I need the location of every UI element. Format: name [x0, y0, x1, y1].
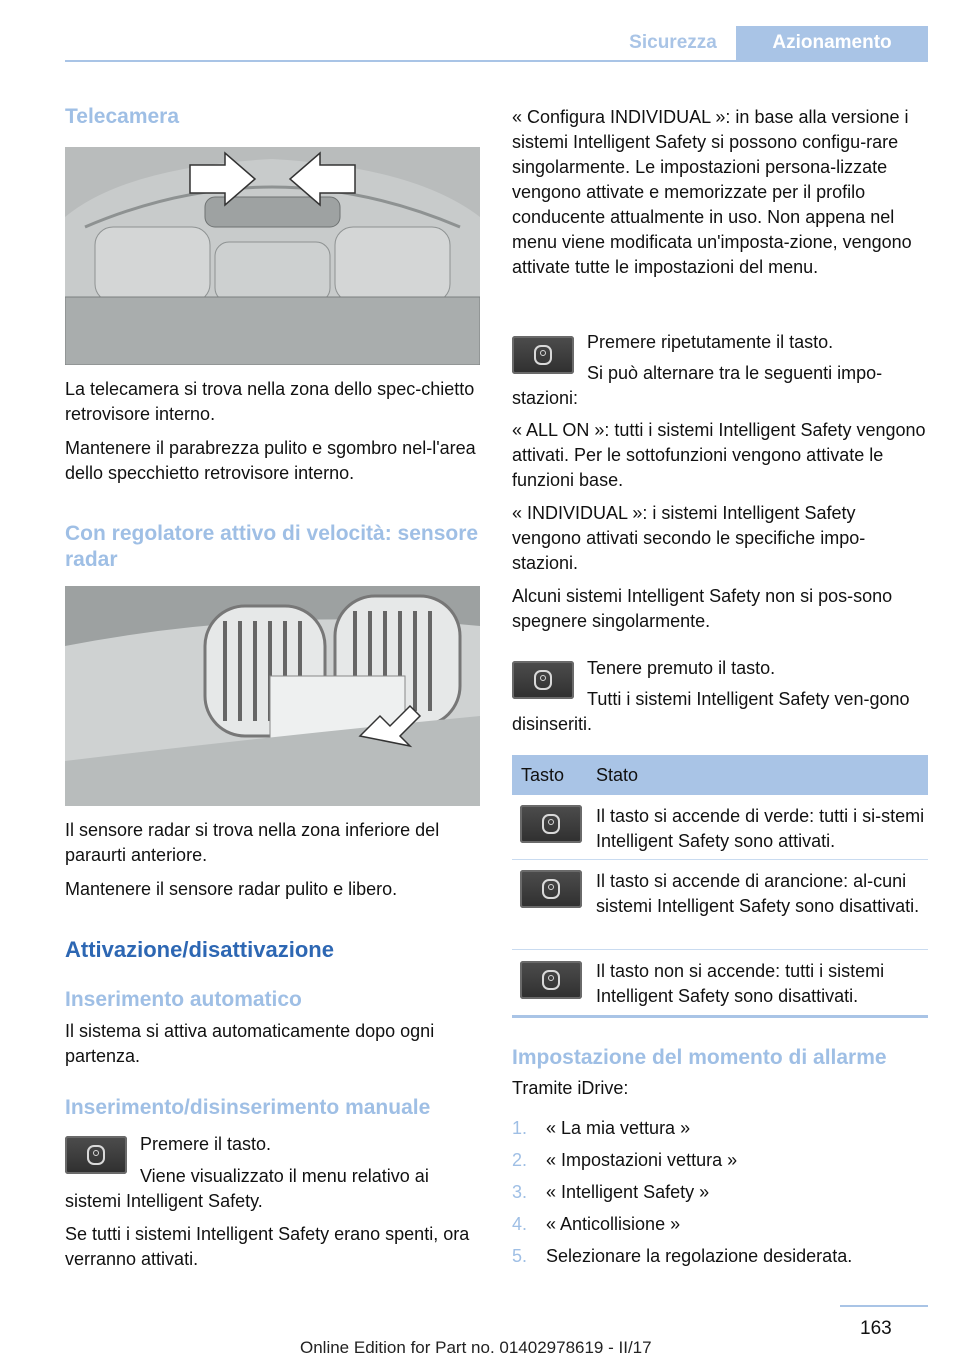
some-systems-text: Alcuni sistemi Intelligent Safety non si pos-sono spegnere singolarmente.: [512, 586, 893, 631]
footer-rule: [840, 1305, 928, 1307]
all-on-text: « ALL ON »: tutti i sistemi Intelligent Safety vengono attivati. Per le sottofunzioni vengono attivate le funzioni base.: [512, 420, 926, 490]
col-tasto: Tasto: [521, 765, 565, 785]
header-section-label: Sicurezza: [629, 32, 717, 53]
camera-heading: Telecamera: [65, 105, 180, 128]
row-divider: [512, 949, 928, 950]
radar-heading: Con regolatore attivo di velocità: sensore radar: [65, 522, 479, 571]
button-state-icon: [520, 870, 582, 908]
safety-icon: [542, 970, 560, 990]
manual-heading: Inserimento/disinserimento manuale: [65, 1096, 431, 1119]
alarm-heading: Impostazione del momento di allarme: [512, 1046, 887, 1069]
individual-text: « INDIVIDUAL »: i sistemi Intelligent Safety vengono attivati secondo le specifiche impo-stazioni.: [512, 503, 866, 573]
manual-text-3: Se tutti i sistemi Intelligent Safety erano spenti, ora verranno attivati.: [65, 1224, 470, 1269]
step-text: « Impostazioni vettura »: [546, 1150, 738, 1170]
safety-icon: [542, 879, 560, 899]
table-row: Il tasto si accende di arancione: al-cuni sistemi Intelligent Safety sono disattivati.: [596, 871, 920, 916]
camera-text-1: La telecamera si trova nella zona dello spec-chietto retrovisore interno.: [65, 379, 475, 424]
via-idrive-text: Tramite iDrive:: [512, 1078, 629, 1098]
row-divider: [512, 859, 928, 860]
camera-illustration: [65, 147, 480, 365]
manual-text-2: Viene visualizzato il menu relativo ai sistemi Intelligent Safety.: [65, 1166, 429, 1211]
manual-text-1: Premere il tasto.: [140, 1134, 272, 1154]
button-state-icon: [520, 961, 582, 999]
step-text: « Intelligent Safety »: [546, 1182, 710, 1202]
auto-heading: Inserimento automatico: [65, 988, 302, 1011]
step-text: « La mia vettura »: [546, 1118, 691, 1138]
all-off-text: Tutti i sistemi Intelligent Safety ven-gono disinseriti.: [512, 689, 910, 734]
safety-icon: [542, 814, 560, 834]
step-number: 5.: [512, 1246, 528, 1266]
activation-heading: Attivazione/disattivazione: [65, 937, 334, 962]
status-table-header: [512, 755, 928, 795]
table-end-rule: [512, 1015, 928, 1018]
step-number: 1.: [512, 1118, 528, 1138]
auto-text: Il sistema si attiva automaticamente dopo ogni partenza.: [65, 1021, 435, 1066]
step-number: 4.: [512, 1214, 528, 1234]
step-text: « Anticollisione »: [546, 1214, 681, 1234]
edition-note: Online Edition for Part no. 01402978619 - II/17: [300, 1338, 652, 1357]
radar-illustration: [65, 586, 480, 806]
alternate-text: Si può alternare tra le seguenti impo-stazioni:: [512, 363, 883, 408]
step-number: 2.: [512, 1150, 528, 1170]
page-number: 163: [860, 1318, 892, 1339]
table-row: Il tasto non si accende: tutti i sistemi Intelligent Safety sono disattivati.: [596, 961, 885, 1006]
safety-icon: [87, 1145, 105, 1165]
step-number: 3.: [512, 1182, 528, 1202]
step-text: Selezionare la regolazione desiderata.: [546, 1246, 853, 1266]
hold-text: Tenere premuto il tasto.: [587, 658, 776, 678]
radar-text-1: Il sensore radar si trova nella zona inferiore del paraurti anteriore.: [65, 820, 440, 865]
radar-text-2: Mantenere il sensore radar pulito e libero.: [65, 879, 398, 899]
press-repeat-text: Premere ripetutamente il tasto.: [587, 332, 834, 352]
config-individual-text: « Configura INDIVIDUAL »: in base alla versione i sistemi Intelligent Safety si possono configu-rare singolarmente. Le impostazioni persona-lizzate vengono attivate e memorizzate per il profilo conducente attualmente in uso. Non appena nel menu viene modificata un'imposta-zione, vengono attivate tutte le impostazioni del menu.: [512, 107, 912, 277]
header-active-tab: Azionamento: [736, 26, 928, 60]
table-row: Il tasto si accende di verde: tutti i si-stemi Intelligent Safety sono attivati.: [596, 806, 925, 851]
col-stato: Stato: [596, 765, 639, 785]
header-rule: [65, 60, 928, 62]
camera-text-2: Mantenere il parabrezza pulito e sgombro nel-l'area dello specchietto retrovisore interno.: [65, 438, 476, 483]
button-state-icon: [520, 805, 582, 843]
